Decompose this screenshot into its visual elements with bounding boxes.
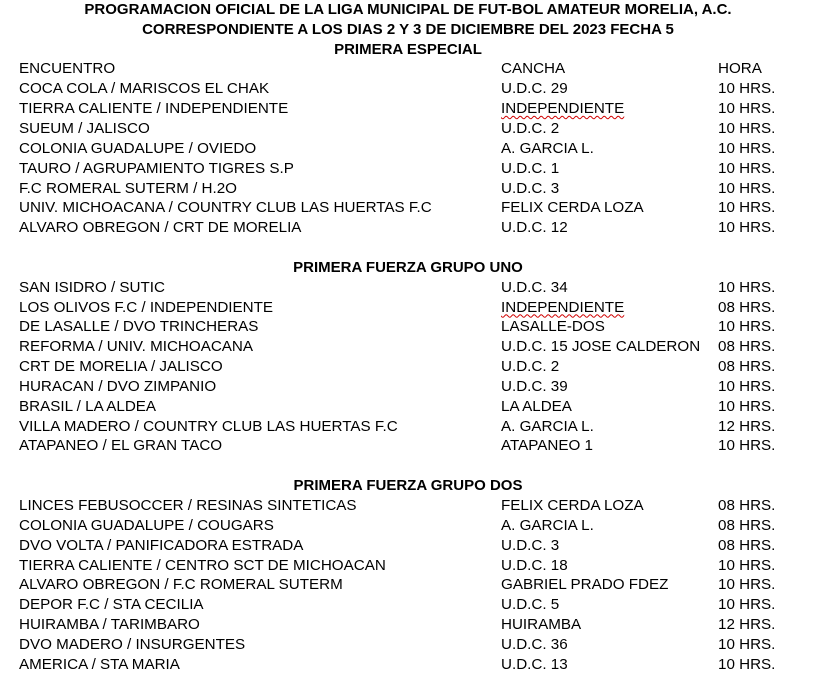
time-cell: 10 HRS. <box>718 556 776 574</box>
match-cell: DVO VOLTA / PANIFICADORA ESTRADA <box>19 536 304 554</box>
field-cell: U.D.C. 36 <box>501 635 568 653</box>
time-cell: 10 HRS. <box>718 437 776 455</box>
table-row <box>0 198 816 218</box>
time-cell: 10 HRS. <box>718 635 776 653</box>
match-cell: UNIV. MICHOACANA / COUNTRY CLUB LAS HUERTAS F.C <box>19 199 432 217</box>
table-row <box>0 655 816 675</box>
match-cell: CRT DE MORELIA / JALISCO <box>19 358 223 376</box>
time-cell: 10 HRS. <box>718 179 776 197</box>
time-cell: 08 HRS. <box>718 516 776 534</box>
match-cell: BRASIL / LA ALDEA <box>19 397 157 415</box>
time-cell: 10 HRS. <box>718 100 776 118</box>
field-cell: FELIX CERDA LOZA <box>501 497 644 514</box>
document-title-line-2: CORRESPONDIENTE A LOS DIAS 2 Y 3 DE DICIEMBRE DEL 2023 FECHA 5 <box>142 20 674 38</box>
table-row <box>0 298 816 318</box>
field-cell: HUIRAMBA <box>501 616 582 634</box>
table-row <box>0 615 816 635</box>
table-row <box>0 139 816 159</box>
field-cell: U.D.C. 2 <box>501 358 560 376</box>
section-title: PRIMERA FUERZA GRUPO UNO <box>293 258 523 276</box>
match-cell: LOS OLIVOS F.C / INDEPENDIENTE <box>19 298 274 316</box>
field-cell: U.D.C. 3 <box>501 179 560 197</box>
time-cell: 10 HRS. <box>718 596 776 614</box>
table-row <box>0 278 816 298</box>
match-cell: TIERRA CALIENTE / CENTRO SCT DE MICHOACAN <box>19 556 386 574</box>
field-cell: U.D.C. 12 <box>501 219 568 237</box>
match-cell: LINCES FEBUSOCCER / RESINAS SINTETICAS <box>19 497 357 514</box>
field-cell: U.D.C. 29 <box>501 80 568 98</box>
match-cell: COCA COLA / MARISCOS EL CHAK <box>19 80 270 98</box>
match-cell: ALVARO OBREGON / CRT DE MORELIA <box>19 219 302 237</box>
field-cell: U.D.C. 2 <box>501 119 560 137</box>
field-cell: INDEPENDIENTE <box>501 298 625 316</box>
column-header-encuentro: ENCUENTRO <box>19 60 116 78</box>
field-cell: U.D.C. 18 <box>501 556 568 574</box>
time-cell: 10 HRS. <box>718 139 776 157</box>
time-cell: 10 HRS. <box>718 119 776 137</box>
match-cell: ATAPANEO / EL GRAN TACO <box>19 437 223 455</box>
section-title: PRIMERA FUERZA GRUPO DOS <box>293 477 523 495</box>
table-row <box>0 635 816 655</box>
table-row <box>0 337 816 357</box>
blank-line <box>0 238 816 258</box>
column-header-hora: HORA <box>718 60 762 78</box>
field-cell: LASALLE-DOS <box>501 318 605 336</box>
match-cell: SUEUM / JALISCO <box>19 119 150 137</box>
table-row <box>0 218 816 238</box>
table-row <box>0 159 816 179</box>
time-cell: 10 HRS. <box>718 576 776 594</box>
time-cell: 08 HRS. <box>718 497 776 514</box>
match-cell: DEPOR F.C / STA CECILIA <box>19 596 204 614</box>
time-cell: 10 HRS. <box>718 219 776 237</box>
table-row <box>0 79 816 99</box>
field-cell: U.D.C. 13 <box>501 655 568 673</box>
field-cell: U.D.C. 34 <box>501 278 568 296</box>
match-cell: COLONIA GUADALUPE / COUGARS <box>19 516 274 534</box>
document-title-line-1: PROGRAMACION OFICIAL DE LA LIGA MUNICIPAL DE FUT-BOL AMATEUR MORELIA, A.C. <box>84 1 732 18</box>
table-row <box>0 417 816 437</box>
field-cell: U.D.C. 15 JOSE CALDERON <box>501 338 701 356</box>
table-row <box>0 575 816 595</box>
field-cell: A. GARCIA L. <box>501 417 594 435</box>
column-header-cancha: CANCHA <box>501 60 566 78</box>
table-row <box>0 397 816 417</box>
match-cell: HURACAN / DVO ZIMPANIO <box>19 377 217 395</box>
time-cell: 10 HRS. <box>718 159 776 177</box>
field-cell: INDEPENDIENTE <box>501 100 625 118</box>
field-cell: U.D.C. 1 <box>501 159 560 177</box>
time-cell: 08 HRS. <box>718 298 776 316</box>
time-cell: 10 HRS. <box>718 199 776 217</box>
time-cell: 10 HRS. <box>718 655 776 673</box>
field-cell: GABRIEL PRADO FDEZ <box>501 576 669 594</box>
match-cell: SAN ISIDRO / SUTIC <box>19 278 165 296</box>
field-cell: U.D.C. 5 <box>501 596 560 614</box>
time-cell: 12 HRS. <box>718 616 776 634</box>
time-cell: 08 HRS. <box>718 536 776 554</box>
schedule-sections <box>0 40 816 675</box>
match-cell: AMERICA / STA MARIA <box>19 655 180 673</box>
table-row <box>0 317 816 337</box>
field-cell: U.D.C. 39 <box>501 377 568 395</box>
match-cell: TAURO / AGRUPAMIENTO TIGRES S.P <box>19 159 294 177</box>
table-row <box>0 536 816 556</box>
match-cell: ALVARO OBREGON / F.C ROMERAL SUTERM <box>19 576 343 594</box>
match-cell: REFORMA / UNIV. MICHOACANA <box>19 338 254 356</box>
table-row <box>0 357 816 377</box>
field-cell: LA ALDEA <box>501 397 572 415</box>
time-cell: 08 HRS. <box>718 338 776 356</box>
time-cell: 10 HRS. <box>718 397 776 415</box>
match-cell: VILLA MADERO / COUNTRY CLUB LAS HUERTAS F.C <box>19 417 398 435</box>
match-cell: DE LASALLE / DVO TRINCHERAS <box>19 318 259 336</box>
field-cell: A. GARCIA L. <box>501 139 594 157</box>
table-row <box>0 377 816 397</box>
field-cell: FELIX CERDA LOZA <box>501 199 644 217</box>
time-cell: 08 HRS. <box>718 358 776 376</box>
time-cell: 10 HRS. <box>718 80 776 98</box>
match-cell: TIERRA CALIENTE / INDEPENDIENTE <box>19 100 289 118</box>
match-cell: COLONIA GUADALUPE / OVIEDO <box>19 139 257 157</box>
time-cell: 10 HRS. <box>718 377 776 395</box>
table-row <box>0 516 816 536</box>
table-row <box>0 99 816 119</box>
table-row <box>0 595 816 615</box>
match-cell: DVO MADERO / INSURGENTES <box>19 635 246 653</box>
blank-line <box>0 456 816 476</box>
field-cell: ATAPANEO 1 <box>501 437 593 455</box>
time-cell: 10 HRS. <box>718 318 776 336</box>
match-cell: F.C ROMERAL SUTERM / H.2O <box>19 179 237 197</box>
table-row <box>0 556 816 576</box>
section-title: PRIMERA ESPECIAL <box>334 40 482 58</box>
match-cell: HUIRAMBA / TARIMBARO <box>19 616 200 634</box>
field-cell: U.D.C. 3 <box>501 536 560 554</box>
table-row <box>0 436 816 456</box>
time-cell: 10 HRS. <box>718 278 776 296</box>
time-cell: 12 HRS. <box>718 417 776 435</box>
field-cell: A. GARCIA L. <box>501 516 594 534</box>
column-header-row <box>0 59 816 79</box>
table-row <box>0 496 816 516</box>
table-row <box>0 119 816 139</box>
table-row <box>0 179 816 199</box>
